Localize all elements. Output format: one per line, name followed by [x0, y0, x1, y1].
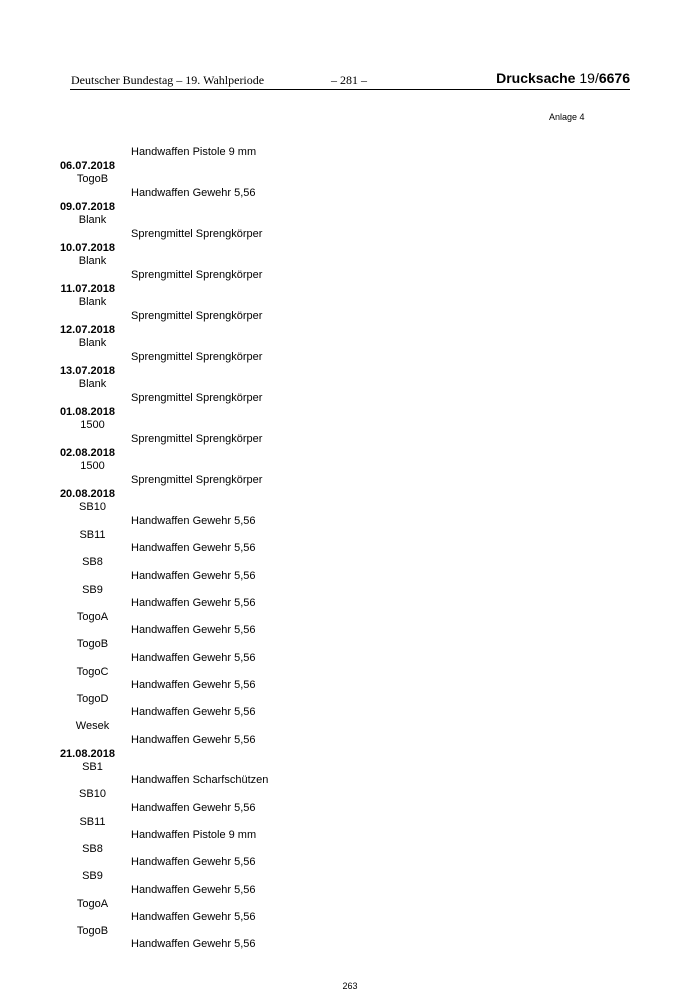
- entry-description: Handwaffen Gewehr 5,56: [131, 802, 256, 814]
- entry-location: Wesek: [75, 720, 110, 732]
- entry-description: Handwaffen Pistole 9 mm: [131, 829, 257, 841]
- entry-date: 09.07.2018: [59, 201, 115, 213]
- entry-description: Sprengmittel Sprengkörper: [131, 474, 263, 486]
- entry-description: Handwaffen Gewehr 5,56: [131, 597, 256, 609]
- entry-description: Handwaffen Gewehr 5,56: [131, 187, 256, 199]
- entry-description: Sprengmittel Sprengkörper: [131, 351, 263, 363]
- entry-date: 06.07.2018: [59, 160, 115, 172]
- entry-description: Handwaffen Gewehr 5,56: [131, 938, 256, 950]
- entry-date: 10.07.2018: [59, 242, 115, 254]
- entry-description: Handwaffen Gewehr 5,56: [131, 856, 256, 868]
- entry-location: 1500: [80, 460, 105, 472]
- header-period-number: 19/: [579, 70, 599, 86]
- entry-location: TogoB: [76, 638, 109, 650]
- entry-description: Handwaffen Gewehr 5,56: [131, 911, 256, 923]
- entry-location: SB1: [82, 761, 103, 773]
- entry-location: SB11: [79, 529, 106, 541]
- entry-location: TogoC: [76, 666, 109, 678]
- entry-location: TogoB: [76, 173, 109, 185]
- entry-description: Sprengmittel Sprengkörper: [131, 392, 263, 404]
- header-document-number: 6676: [598, 70, 630, 86]
- entry-location: Blank: [78, 255, 107, 267]
- entry-location: Blank: [78, 378, 107, 390]
- header-rule: [70, 89, 630, 90]
- entry-location: SB10: [79, 501, 106, 513]
- header-drucksache-label: Drucksache: [496, 70, 576, 86]
- entry-description: Sprengmittel Sprengkörper: [131, 269, 263, 281]
- entry-location: Blank: [78, 296, 107, 308]
- annex-label: Anlage 4: [549, 112, 585, 122]
- entry-location: SB11: [79, 816, 106, 828]
- entry-date: 11.07.2018: [60, 283, 115, 295]
- entry-location: TogoD: [76, 693, 109, 705]
- entry-date: 21.08.2018: [59, 748, 115, 760]
- header-title: Deutscher Bundestag – 19. Wahlperiode: [71, 73, 265, 87]
- entry-description: Sprengmittel Sprengkörper: [131, 433, 263, 445]
- entry-description: Handwaffen Gewehr 5,56: [131, 706, 256, 718]
- entry-description: Handwaffen Gewehr 5,56: [131, 652, 256, 664]
- header-document-id: [496, 70, 630, 86]
- entry-location: SB9: [82, 870, 103, 882]
- entry-location: SB8: [82, 556, 103, 568]
- entry-location: SB9: [82, 584, 103, 596]
- entry-date: 13.07.2018: [59, 365, 115, 377]
- entry-date: 01.08.2018: [59, 406, 115, 418]
- header-page-number: – 281 –: [331, 73, 367, 87]
- entry-date: 12.07.2018: [59, 324, 115, 336]
- entry-location: TogoB: [76, 925, 109, 937]
- entry-description: Handwaffen Gewehr 5,56: [131, 679, 256, 691]
- entry-location: SB8: [82, 843, 103, 855]
- entry-description: Handwaffen Gewehr 5,56: [131, 515, 256, 527]
- entry-description: Handwaffen Gewehr 5,56: [131, 542, 256, 554]
- entry-location: SB10: [79, 788, 106, 800]
- footer-page-number: 263: [342, 981, 358, 991]
- entry-date: 20.08.2018: [59, 488, 115, 500]
- entry-description: Handwaffen Gewehr 5,56: [131, 624, 256, 636]
- entry-description: Sprengmittel Sprengkörper: [131, 310, 263, 322]
- entry-location: TogoA: [76, 611, 109, 623]
- entry-location: Blank: [78, 337, 107, 349]
- entry-date: 02.08.2018: [59, 447, 115, 459]
- entry-location: 1500: [80, 419, 105, 431]
- entry-description: Sprengmittel Sprengkörper: [131, 228, 263, 240]
- entry-location: TogoA: [76, 898, 109, 910]
- entry-description: Handwaffen Scharfschützen: [131, 774, 269, 786]
- entry-location: Blank: [78, 214, 107, 226]
- entry-description: Handwaffen Gewehr 5,56: [131, 884, 256, 896]
- entry-description: Handwaffen Pistole 9 mm: [131, 146, 257, 158]
- entry-description: Handwaffen Gewehr 5,56: [131, 734, 256, 746]
- entry-description: Handwaffen Gewehr 5,56: [131, 570, 256, 582]
